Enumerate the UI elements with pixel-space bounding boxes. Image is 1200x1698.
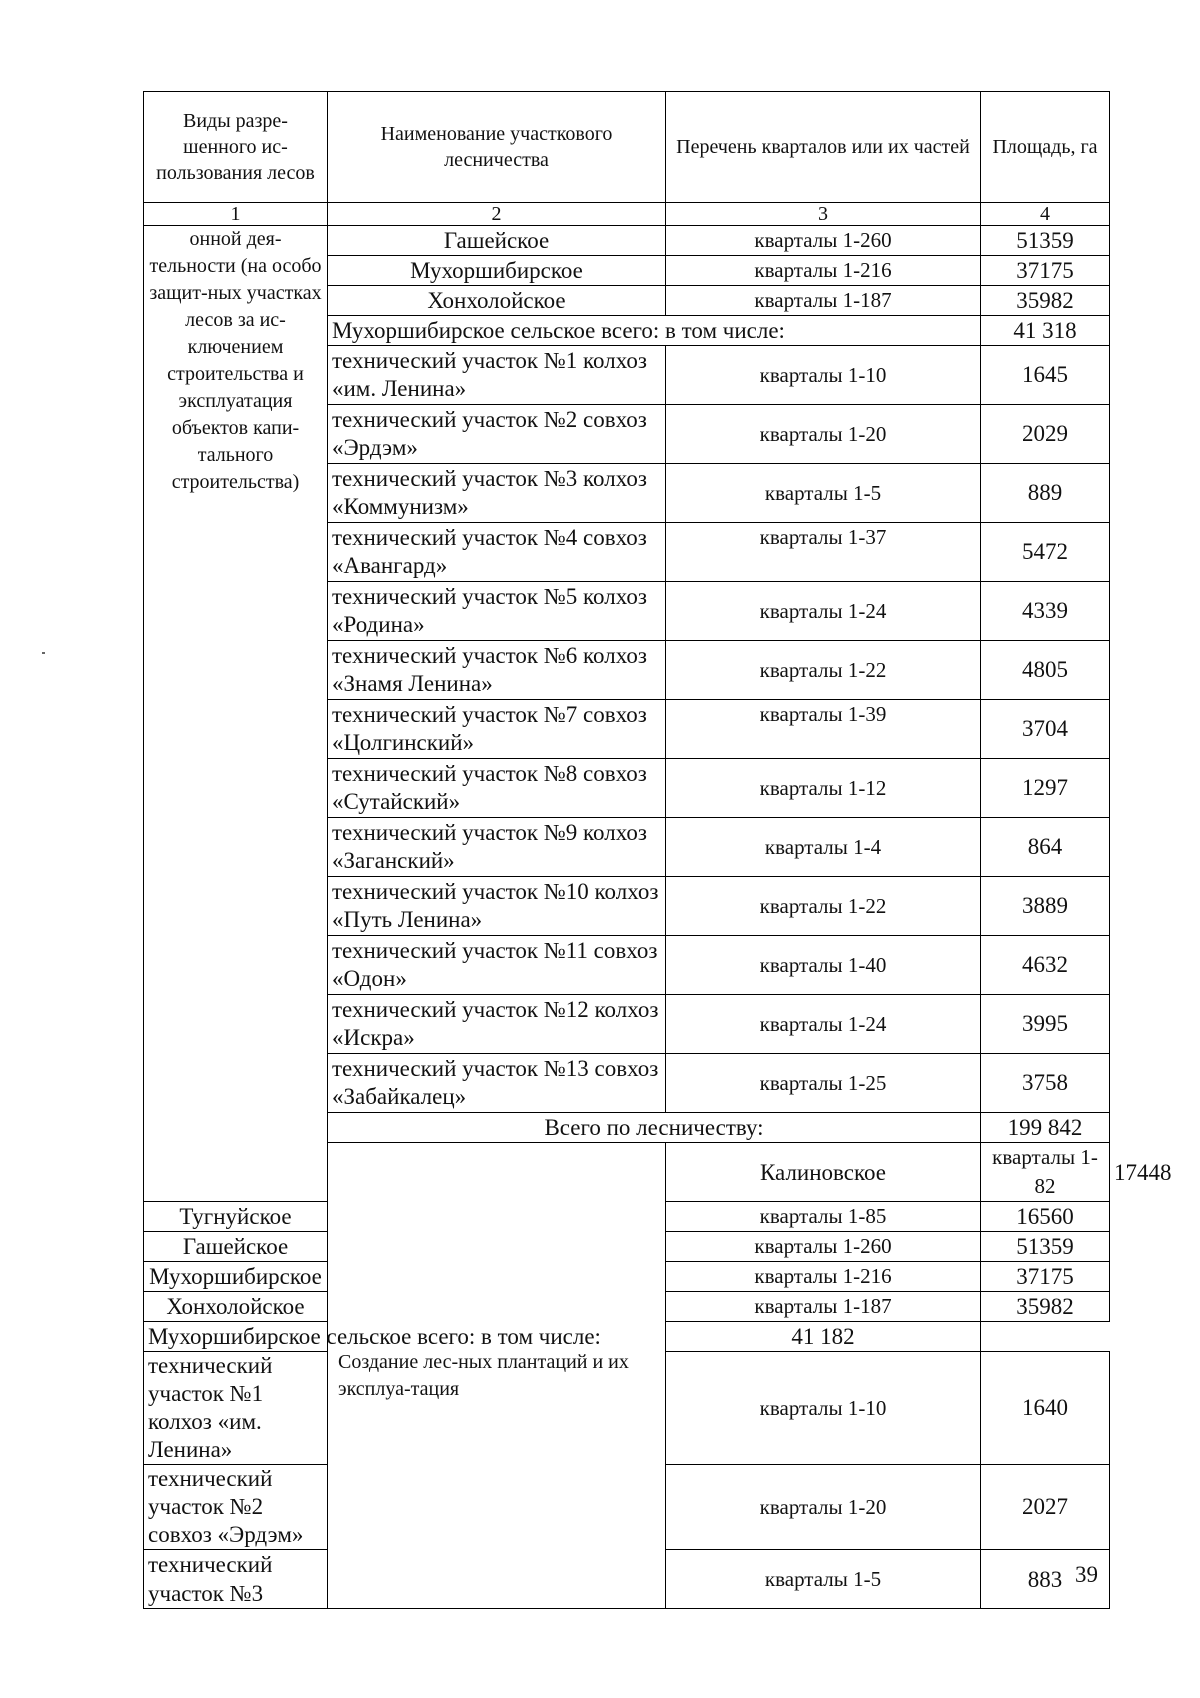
subtotal-label: Мухоршибирское сельское всего: в том числе: xyxy=(328,316,981,346)
tech-site-name: технический участок №2 совхоз «Эрдэм» xyxy=(144,1465,328,1550)
header-row xyxy=(144,92,1110,203)
subtotal-label: Мухоршибирское сельское всего: в том числе: xyxy=(144,1322,666,1352)
header-area: Площадь, га xyxy=(981,92,1110,203)
area: 37175 xyxy=(981,1262,1110,1292)
forestry-name: Гашейское xyxy=(144,1232,328,1262)
quarters: кварталы 1-260 xyxy=(666,226,981,256)
tech-site-name: технический участок №1 колхоз «им. Ленина» xyxy=(328,346,666,405)
scan-speck xyxy=(42,652,45,654)
area: 2029 xyxy=(981,405,1110,464)
forest-use-table xyxy=(143,91,1172,1609)
quarters: кварталы 1-40 xyxy=(666,936,981,995)
area: 16560 xyxy=(981,1202,1110,1232)
quarters: кварталы 1-20 xyxy=(666,1465,981,1550)
quarters: кварталы 1-4 xyxy=(666,818,981,877)
tech-site-name: технический участок №12 колхоз «Искра» xyxy=(328,995,666,1054)
tech-site-name: технический участок №1 колхоз «им. Ленина» xyxy=(144,1352,328,1465)
area: 3704 xyxy=(981,700,1110,759)
header-quarters: Перечень кварталов или их частей xyxy=(666,92,981,203)
header-use-type: Виды разре-шенного ис-пользования лесов xyxy=(144,92,328,203)
area: 1640 xyxy=(981,1352,1110,1465)
forestry-name: Хонхолойское xyxy=(144,1292,328,1322)
quarters: кварталы 1-10 xyxy=(666,346,981,405)
tech-site-name: технический участок №10 колхоз «Путь Ленина» xyxy=(328,877,666,936)
subtotal-row xyxy=(144,1322,1110,1352)
table-row: Создание лес-ных плантаций и их эксплуа-тация Калиновское кварталы 1-82 17448 xyxy=(144,1143,1110,1202)
use-type-cell: онной дея-тельности (на особо защит-ных участках лесов за ис-ключением строительства и эксплуатация объектов капи-тального строительства) xyxy=(144,226,328,1202)
forestry-name: Хонхолойское xyxy=(328,286,666,316)
tech-site-name: технический участок №4 совхоз «Авангард» xyxy=(328,523,666,582)
column-number: 3 xyxy=(666,203,981,226)
tech-site-name: технический участок №5 колхоз «Родина» xyxy=(328,582,666,641)
area: 3889 xyxy=(981,877,1110,936)
quarters: кварталы 1-24 xyxy=(666,582,981,641)
subtotal-area: 41 182 xyxy=(666,1322,981,1352)
quarters: кварталы 1-216 xyxy=(666,1262,981,1292)
area: 4805 xyxy=(981,641,1110,700)
area: 35982 xyxy=(981,1292,1110,1322)
header-forestry-name: Наименование участкового лесничества xyxy=(328,92,666,203)
quarters: кварталы 1-260 xyxy=(666,1232,981,1262)
quarters: кварталы 1-85 xyxy=(666,1202,981,1232)
tech-site-name: технический участок №13 совхоз «Забайкалец» xyxy=(328,1054,666,1113)
forestry-name: Тугнуйское xyxy=(144,1202,328,1232)
area: 3995 xyxy=(981,995,1110,1054)
area: 883 xyxy=(981,1550,1110,1609)
tech-site-name: технический участок №11 совхоз «Одон» xyxy=(328,936,666,995)
quarters: кварталы 1-5 xyxy=(666,1550,981,1609)
total-label: Всего по лесничеству: xyxy=(328,1113,981,1143)
subtotal-area: 41 318 xyxy=(981,316,1110,346)
quarters: кварталы 1-10 xyxy=(666,1352,981,1465)
column-number: 1 xyxy=(144,203,328,226)
tech-site-name: технический участок №6 колхоз «Знамя Ленина» xyxy=(328,641,666,700)
area: 51359 xyxy=(981,1232,1110,1262)
area: 1297 xyxy=(981,759,1110,818)
column-numbers-row xyxy=(144,203,1110,226)
forestry-name: Гашейское xyxy=(328,226,666,256)
area: 889 xyxy=(981,464,1110,523)
total-area: 199 842 xyxy=(981,1113,1110,1143)
quarters: кварталы 1-187 xyxy=(666,1292,981,1322)
tech-site-name: технический участок №3 колхоз «Коммунизм» xyxy=(328,464,666,523)
area: 37175 xyxy=(981,256,1110,286)
tech-site-name: технический участок №8 совхоз «Сутайский» xyxy=(328,759,666,818)
tech-site-name: технический участок №7 совхоз «Цолгинский» xyxy=(328,700,666,759)
page-number: 39 xyxy=(1075,1562,1098,1587)
quarters: кварталы 1-12 xyxy=(666,759,981,818)
area: 1645 xyxy=(981,346,1110,405)
area: 5472 xyxy=(981,523,1110,582)
area: 3758 xyxy=(981,1054,1110,1113)
forestry-name: Калиновское xyxy=(666,1143,981,1202)
area: 4632 xyxy=(981,936,1110,995)
area: 51359 xyxy=(981,226,1110,256)
quarters: кварталы 1-187 xyxy=(666,286,981,316)
quarters: кварталы 1-20 xyxy=(666,405,981,464)
tech-site-name: технический участок №9 колхоз «Заганский» xyxy=(328,818,666,877)
tech-site-name: технический участок №3 xyxy=(144,1550,328,1609)
area: 35982 xyxy=(981,286,1110,316)
quarters: кварталы 1-82 xyxy=(981,1143,1110,1202)
quarters: кварталы 1-24 xyxy=(666,995,981,1054)
area: 2027 xyxy=(981,1465,1110,1550)
forestry-name: Мухоршибирское xyxy=(328,256,666,286)
use-type-cell: Создание лес-ных плантаций и их эксплуа-тация xyxy=(328,1143,666,1609)
area: 864 xyxy=(981,818,1110,877)
quarters: кварталы 1-39 xyxy=(666,700,981,759)
column-number: 4 xyxy=(981,203,1110,226)
forestry-name: Мухоршибирское xyxy=(144,1262,328,1292)
area: 4339 xyxy=(981,582,1110,641)
quarters: кварталы 1-25 xyxy=(666,1054,981,1113)
quarters: кварталы 1-37 xyxy=(666,523,981,582)
column-number: 2 xyxy=(328,203,666,226)
quarters: кварталы 1-216 xyxy=(666,256,981,286)
table-row xyxy=(144,226,1110,256)
quarters: кварталы 1-22 xyxy=(666,641,981,700)
tech-site-name: технический участок №2 совхоз «Эрдэм» xyxy=(328,405,666,464)
quarters: кварталы 1-5 xyxy=(666,464,981,523)
quarters: кварталы 1-22 xyxy=(666,877,981,936)
